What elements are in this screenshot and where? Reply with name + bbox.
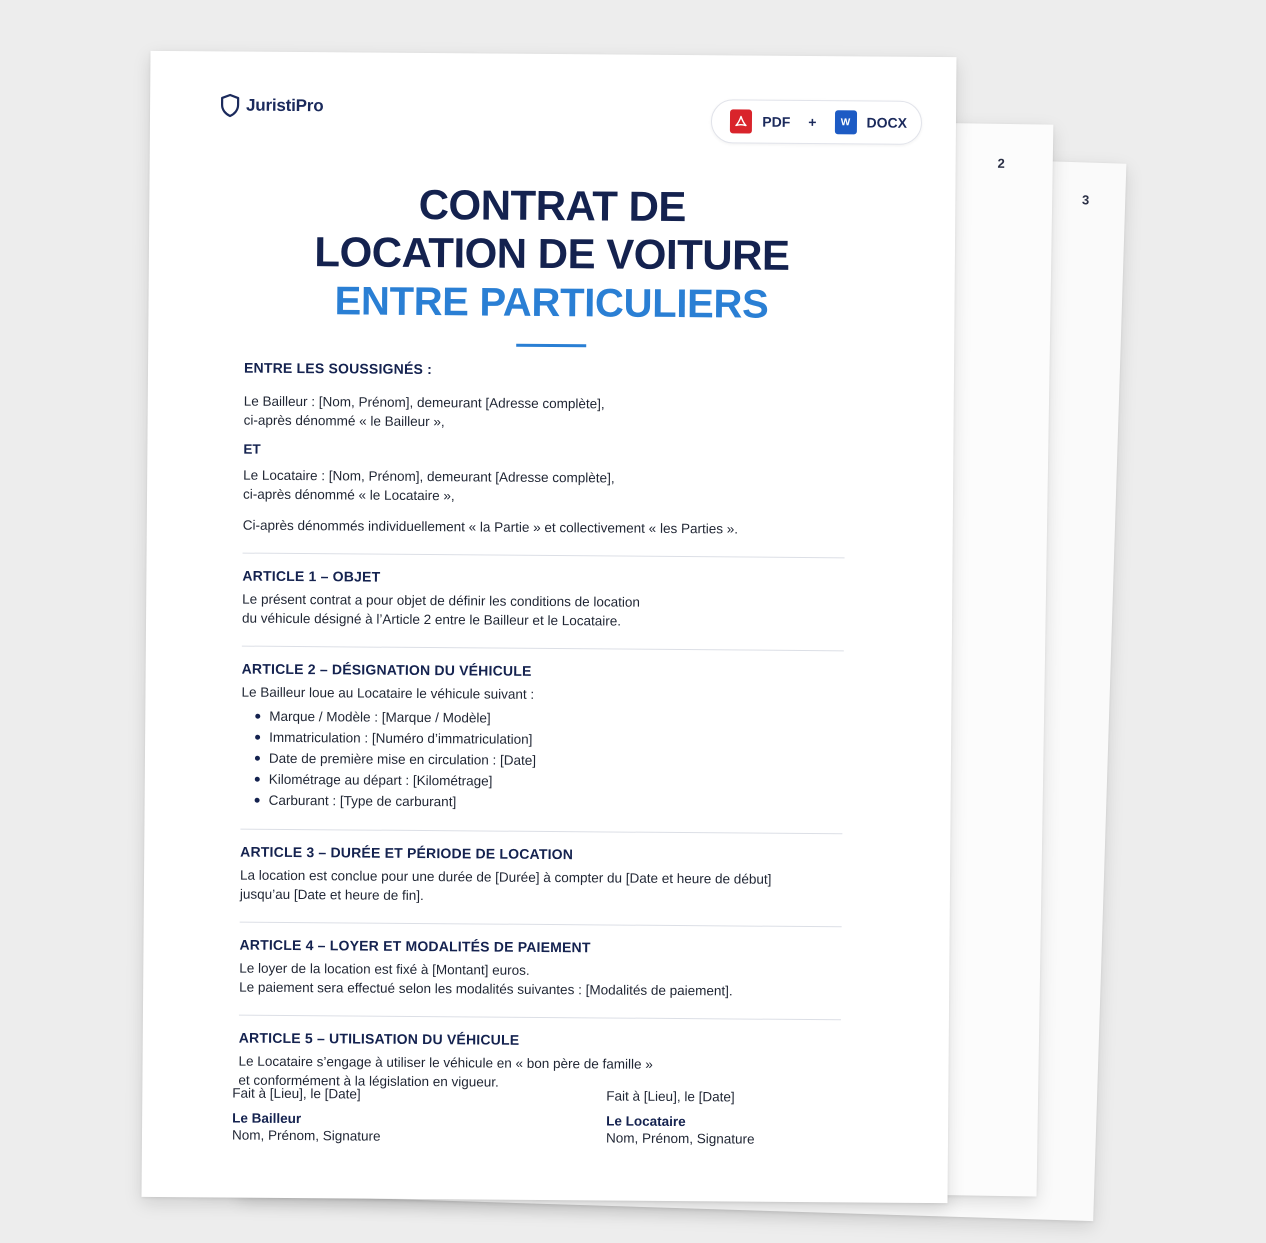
article-2-title: ARTICLE 2 – DÉSIGNATION DU VÉHICULE	[241, 660, 532, 679]
article-3-title: ARTICLE 3 – DURÉE ET PÉRIODE DE LOCATION	[240, 843, 574, 863]
article-1-line-2: du véhicule désigné à l’Article 2 entre le Bailleur et le Locataire.	[242, 610, 622, 629]
title-line-3: ENTRE PARTICULIERS	[334, 279, 769, 327]
article-4-line-2: Le paiement sera effectué selon les modalités suivantes : [Modalités de paiement].	[239, 979, 733, 999]
docx-label: DOCX	[866, 114, 908, 131]
section-divider	[243, 553, 845, 559]
title-underline	[516, 344, 586, 348]
article-4-line-1: Le loyer de la location est fixé à [Montant] euros.	[239, 960, 530, 978]
article-1-title: ARTICLE 1 – OBJET	[242, 567, 381, 585]
document-title	[148, 179, 955, 350]
parties-heading: ENTRE LES SOUSSIGNÉS :	[243, 359, 433, 378]
list-item: Marque / Modèle : [Marque / Modèle]	[255, 706, 841, 732]
section-divider	[240, 922, 842, 928]
plus-sign: +	[808, 114, 817, 131]
signature-bailleur	[232, 1086, 381, 1144]
locataire-line-1: Le Locataire : [Nom, Prénom], demeurant [Adresse complète],	[243, 467, 615, 486]
signature-party: Le Bailleur	[232, 1110, 302, 1127]
title-line-1: CONTRAT DE	[418, 180, 687, 231]
article-3-line-1: La location est conclue pour une durée de [Durée] à compter du [Date et heure de début]	[239, 867, 772, 887]
contract-body	[238, 360, 844, 1095]
list-item: Date de première mise en circulation : [Date]	[255, 748, 841, 774]
list-item: Kilométrage au départ : [Kilométrage]	[255, 769, 841, 795]
brand-logo	[220, 93, 324, 118]
locataire-line-2: ci-après dénommé « le Locataire »,	[242, 486, 455, 504]
article-5-title: ARTICLE 5 – UTILISATION DU VÉHICULE	[238, 1029, 520, 1048]
word-icon: W	[834, 110, 856, 134]
page-number-3: 3	[1081, 192, 1090, 208]
signature-place-date: Fait à [Lieu], le [Date]	[606, 1088, 735, 1105]
et-label: ET	[243, 441, 261, 457]
signature-fields: Nom, Prénom, Signature	[231, 1127, 381, 1144]
article-3-line-2: jusqu’au [Date et heure de fin].	[239, 886, 424, 904]
pdf-label: PDF	[762, 113, 791, 130]
bailleur-line-2: ci-après dénommé « le Bailleur »,	[243, 412, 445, 430]
title-line-2: LOCATION DE VOITURE	[314, 228, 790, 279]
signature-party: Le Locataire	[606, 1113, 686, 1130]
signature-place-date: Fait à [Lieu], le [Date]	[232, 1085, 361, 1102]
section-divider	[240, 829, 842, 835]
acrobat-icon	[734, 114, 748, 128]
article-2-line-1: Le Bailleur loue au Locataire le véhicule suivant :	[241, 684, 535, 702]
pdf-icon	[730, 109, 752, 133]
article-5-line-1: Le Locataire s’engage à utiliser le véhicule en « bon père de famille »	[238, 1053, 653, 1072]
list-item: Carburant : [Type de carburant]	[255, 790, 841, 816]
format-badge	[711, 99, 922, 145]
section-divider	[239, 1015, 841, 1021]
signature-fields: Nom, Prénom, Signature	[605, 1130, 755, 1147]
bailleur-line-1: Le Bailleur : [Nom, Prénom], demeurant [Adresse complète],	[243, 393, 605, 412]
shield-icon	[220, 93, 240, 117]
article-5-line-2: et conformément à la législation en vigueur.	[238, 1072, 499, 1090]
section-divider	[242, 646, 844, 652]
signature-locataire	[606, 1088, 755, 1146]
article-4-title: ARTICLE 4 – LOYER ET MODALITÉS DE PAIEMENT	[239, 936, 591, 956]
page-1-sheet	[142, 51, 957, 1203]
page-number-2: 2	[997, 155, 1005, 171]
vehicle-list	[241, 706, 842, 816]
brand-name: JuristiPro	[246, 95, 324, 116]
list-item: Immatriculation : [Numéro d’immatriculation]	[255, 727, 841, 753]
article-1-line-1: Le présent contrat a pour objet de définir les conditions de location	[242, 591, 641, 610]
parties-collective: Ci-après dénommés individuellement « la Partie » et collectivement « les Parties ».	[242, 517, 739, 537]
